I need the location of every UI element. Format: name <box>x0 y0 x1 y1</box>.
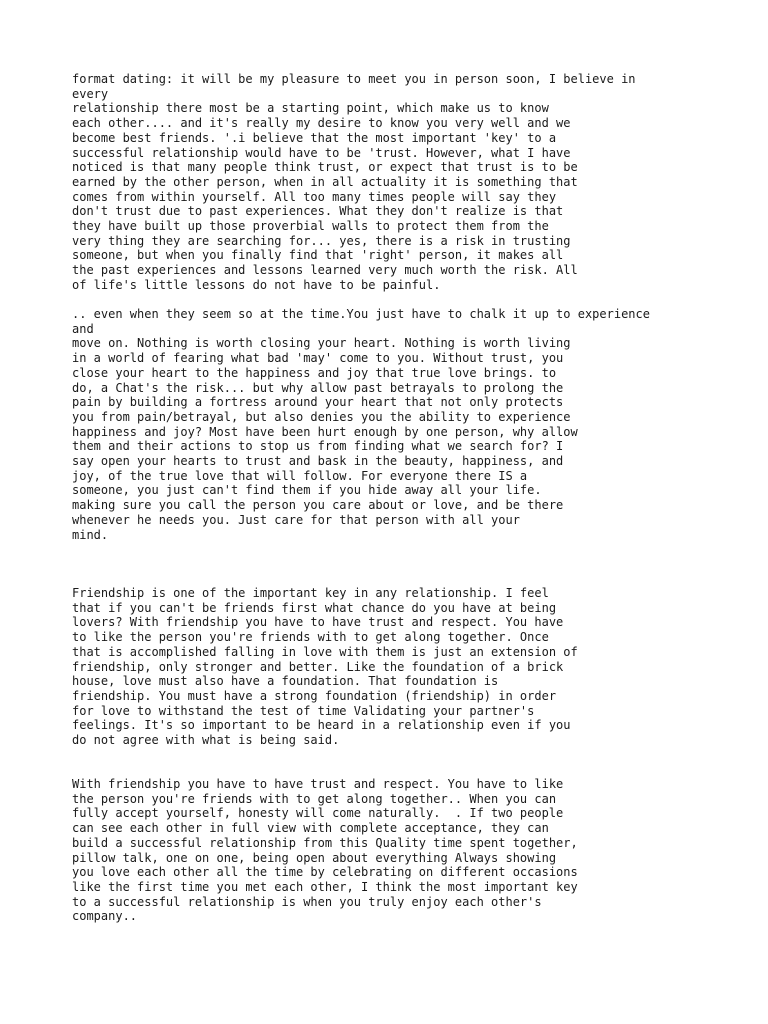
paragraph-open-heart: .. even when they seem so at the time.You just have to chalk it up to experience and move on. Nothing is worth closing your heart. Nothing is worth living in a world of fearing what bad 'may' come to you. Without trust, you close your heart to the happiness and joy that true love brings. to do, a Chat's the risk... but why allow past betrayals to prolong the pain by building a fortress around your heart that not only protects you from pain/betrayal, but also denies you the ability to experience happiness and joy? Most have been hurt enough by one person, why allow them and their actions to stop us from finding what we search for? I say open your hearts to trust and bask in the beauty, happiness, and joy, of the true love that will follow. For everyone there IS a someone, you just can't find them if you hide away all your life. making sure you call the person you care about or love, and be there whenever he needs you. Just care for that person with all your mind. <box>72 307 650 542</box>
paragraph-acceptance: With friendship you have to have trust and respect. You have to like the person you're friends with to get along together.. When you can fully accept yourself, honesty will come naturally. . If two people can see each other in full view with complete acceptance, they can build a successful relationship from this Quality time spent together, pillow talk, one on one, being open about everything Always showing you love each other all the time by celebrating on different occasions like the first time you met each other, I think the most important key to a successful relationship is when you truly enjoy each other's company.. <box>72 777 578 924</box>
paragraph-trust: format dating: it will be my pleasure to meet you in person soon, I believe in every relationship there most be a starting point, which make us to know each other.... and it's really my desire to know you very well and we become best friends. '.i believe that the most important 'key' to a successful relationship would have to be 'trust. However, what I have noticed is that many people think trust, or expect that trust is to be earned by the other person, when in all actuality it is something that comes from within yourself. All too many times people will say they don't trust due to past experiences. What they don't realize is that they have built up those proverbial walls to protect them from the very thing they are searching for... yes, there is a risk in trusting someone, but when you finally find that 'right' person, it makes all the past experiences and lessons learned very much worth the risk. All of life's little lessons do not have to be painful. <box>72 72 636 292</box>
paragraph-friendship: Friendship is one of the important key in any relationship. I feel that if you can't be friends first what chance do you have at being lovers? With friendship you have to have trust and respect. You have to like the person you're friends with to get along together. Once that is accomplished falling in love with them is just an extension of friendship, only stronger and better. Like the foundation of a brick house, love must also have a foundation. That foundation is friendship. You must have a strong foundation (friendship) in order for love to withstand the test of time Validating your partner's feelings. It's so important to be heard in a relationship even if you do not agree with what is being said. <box>72 586 578 748</box>
